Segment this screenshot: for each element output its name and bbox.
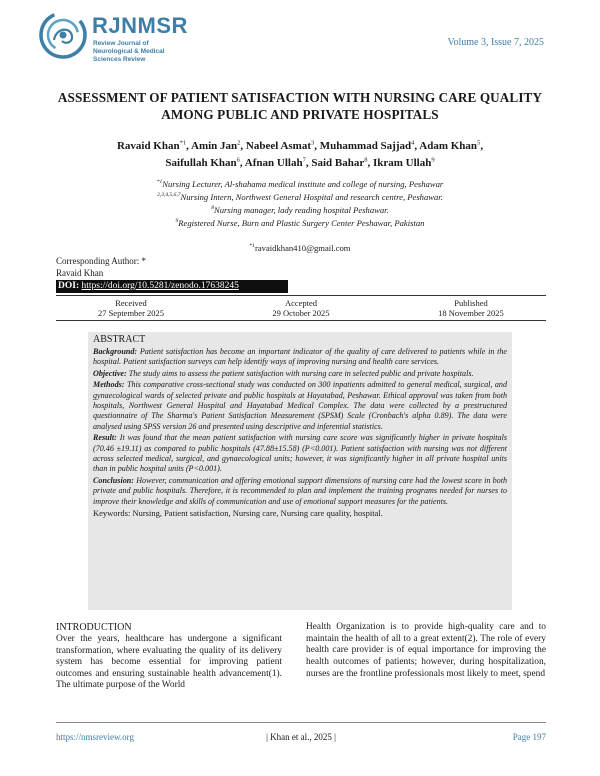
conclusion-text: However, communication and offering emotional support dimensions of nursing care had the lowest score in both private and public hospitals. Therefore, it is recommended to plan and implement the training programs needed for nurses to improve their knowledge and skills of communication and use of emotional support measures for the patients. bbox=[93, 475, 508, 506]
received-date bbox=[56, 298, 206, 318]
affiliation-line bbox=[60, 191, 540, 204]
title-line-1: ASSESSMENT OF PATIENT SATISFACTION WITH NURSING CARE QUALITY bbox=[57, 90, 543, 105]
abstract-heading: ABSTRACT bbox=[93, 334, 146, 345]
affiliation-text: Registered Nurse, Burn and Plastic Surgery Center Peshawar, Pakistan bbox=[178, 218, 425, 228]
author-separator: , bbox=[480, 140, 484, 152]
introduction-heading: INTRODUCTION bbox=[56, 622, 132, 633]
issue-info: Volume 3, Issue 7, 2025 bbox=[447, 37, 544, 48]
published-date bbox=[396, 298, 546, 318]
logo-name: RJNMSR bbox=[92, 13, 188, 38]
page-footer bbox=[56, 722, 546, 746]
author-separator: , bbox=[414, 140, 420, 152]
doi-bar bbox=[56, 280, 288, 293]
corresponding-author-name: Ravaid Khan bbox=[56, 268, 104, 278]
footer-url[interactable]: https://nmsreview.org bbox=[56, 732, 134, 742]
keywords bbox=[93, 508, 507, 519]
author-affiliation-marker: 9 bbox=[431, 156, 435, 164]
abstract-result bbox=[93, 433, 507, 475]
article-title bbox=[40, 89, 560, 123]
logo-subtitle: Review Journal of Neurological & Medical Sciences Review bbox=[93, 40, 165, 63]
author-name: Nabeel Asmat bbox=[245, 140, 311, 152]
journal-logo bbox=[38, 10, 218, 62]
author-affiliation-marker: 3 bbox=[311, 139, 315, 147]
publication-dates bbox=[56, 295, 546, 321]
published-value: 18 November 2025 bbox=[438, 308, 504, 318]
author-name: Ikram Ullah bbox=[372, 157, 432, 169]
abstract-conclusion bbox=[93, 476, 507, 507]
author-separator: , bbox=[305, 157, 312, 169]
affiliation-list bbox=[60, 178, 540, 230]
keywords-label: Keywords: bbox=[93, 508, 131, 519]
footer-citation: | Khan et al., 2025 | bbox=[266, 732, 336, 742]
objective-text: The study aims to assess the patient satisfaction with nursing care in selected public and private hospitals. bbox=[128, 368, 474, 378]
affiliation-marker: 2,3,4,5,6,7 bbox=[157, 192, 181, 199]
corresponding-author-label: Corresponding Author: * bbox=[56, 256, 146, 266]
accepted-value: 29 October 2025 bbox=[272, 308, 330, 318]
author-name: Ravaid Khan bbox=[116, 140, 180, 152]
email-address[interactable]: ravaidkhan410@gmail.com bbox=[255, 243, 351, 253]
affiliation-line bbox=[60, 217, 540, 230]
author-separator: , bbox=[367, 157, 373, 169]
abstract-objective bbox=[93, 369, 507, 379]
doi-link[interactable]: https://doi.org/10.5281/zenodo.17638245 bbox=[81, 281, 239, 291]
author-separator: , bbox=[239, 157, 245, 169]
introduction-right-column: Health Organization is to provide high-quality care and to maintain the health of all to a great extent(2). The role of every health care provider is of equal importance for improving the health outcomes of patients; however, during hospitalization, nurses are the frontline professionals most likely to meet, spend bbox=[306, 622, 546, 679]
author-affiliation-marker: 4 bbox=[411, 139, 415, 147]
author-affiliation-marker: 8 bbox=[364, 156, 368, 164]
affiliation-marker: 9 bbox=[175, 218, 179, 225]
author-affiliation-marker: 6 bbox=[236, 156, 240, 164]
author-name: Adam Khan bbox=[419, 140, 478, 152]
author-affiliation-marker: 7 bbox=[302, 156, 306, 164]
corresponding-email bbox=[60, 243, 540, 253]
journal-logo-icon bbox=[38, 10, 88, 60]
page-number: Page 197 bbox=[512, 732, 546, 742]
author-name: Muhammad Sajjad bbox=[319, 140, 412, 152]
email-marker: *1 bbox=[249, 243, 255, 250]
keywords-text: Nursing, Patient satisfaction, Nursing care, Nursing care quality, hospital. bbox=[132, 508, 383, 519]
published-label: Published bbox=[454, 298, 488, 308]
author-name: Amin Jan bbox=[191, 140, 238, 152]
received-value: 27 September 2025 bbox=[97, 308, 165, 318]
author-affiliation-marker: 5 bbox=[477, 139, 481, 147]
author-affiliation-marker: *1 bbox=[179, 139, 187, 147]
abstract-methods bbox=[93, 380, 507, 432]
author-separator: , bbox=[186, 140, 192, 152]
doi-label: DOI: bbox=[58, 281, 80, 291]
affiliation-marker: *1 bbox=[156, 179, 163, 186]
methods-label: Methods: bbox=[93, 380, 125, 390]
affiliation-text: Nursing Lecturer, Al-shahama medical institute and college of nursing, Peshawar bbox=[162, 179, 444, 189]
accepted-label: Accepted bbox=[284, 298, 318, 308]
affiliation-line bbox=[60, 178, 540, 191]
affiliation-marker: 8 bbox=[211, 205, 215, 212]
accepted-date bbox=[226, 298, 376, 318]
background-label: Background: bbox=[93, 347, 138, 356]
author-separator: , bbox=[314, 140, 320, 152]
author-name: Afnan Ullah bbox=[244, 157, 303, 169]
result-text: It was found that the mean patient satisfaction with nursing care score was significantly higher in private hospitals (70.46 ±19.11) as compared to public hospitals (47.88±15.58) (P<0.001). Patient satisfaction with nursing was not different across selected medical, surgical, and gynaecological units; however, it was significantly higher in all private hospital units than in public hospital units (P<0.001). bbox=[93, 433, 507, 474]
author-affiliation-marker: 2 bbox=[237, 139, 241, 147]
received-label: Received bbox=[115, 298, 147, 308]
author-separator: , bbox=[240, 140, 246, 152]
objective-label: Objective: bbox=[93, 368, 127, 378]
methods-text: This comparative cross-sectional study was conducted on 300 inpatients admitted to general medical, surgical, and gynaecological wards of selected private and public hospitals at Hayatabad, Peshawar. Ethical approval was taken from both hospitals, Northwest General Hospital and Hayatabad Medical Complex. The data were collected by a prestructured questionnaire of The Sharma's Patient Satisfaction Measurement (SPSM) Scale (Cronbach's alpha 0.89). The data were analysed using SPSS version 26 and presented using descriptive and inferential statistics. bbox=[93, 380, 507, 431]
introduction-left-column: Over the years, healthcare has undergone a significant transformation, where evaluating the quality of its delivery system has become essential for improving patient outcomes and ensuring sustainable health advancement(1). The ultimate purpose of the World bbox=[56, 634, 282, 691]
affiliation-line bbox=[60, 204, 540, 217]
affiliation-text: Nursing Intern, Northwest General Hospital and research centre, Peshawar. bbox=[180, 192, 443, 202]
author-list bbox=[60, 138, 540, 172]
title-line-2: AMONG PUBLIC AND PRIVATE HOSPITALS bbox=[161, 107, 439, 122]
author-name: Said Bahar bbox=[311, 157, 365, 169]
result-label: Result: bbox=[93, 433, 117, 443]
author-name: Saifullah Khan bbox=[165, 157, 237, 169]
abstract-background bbox=[93, 347, 507, 368]
conclusion-label: Conclusion: bbox=[93, 475, 134, 485]
abstract-panel bbox=[88, 332, 512, 610]
affiliation-text: Nursing manager, lady reading hospital Peshawar. bbox=[214, 205, 389, 215]
background-text: Patient satisfaction has become an important indicator of the quality of care delivered to patients while in the hospital. Patient satisfaction surveys can help identify ways of improving nursing and health care services. bbox=[93, 347, 507, 367]
